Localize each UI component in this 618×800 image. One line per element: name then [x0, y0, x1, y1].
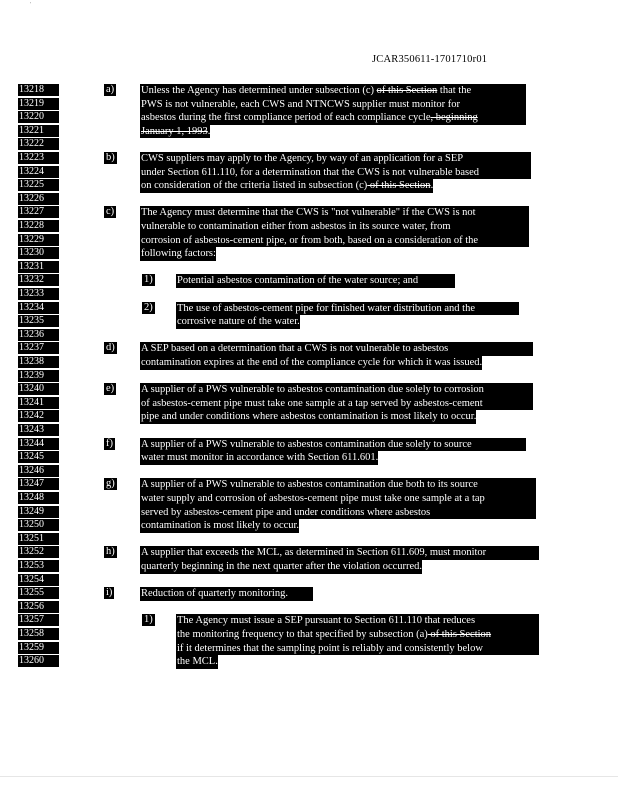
subsection-label: 1): [144, 274, 153, 286]
text-line: [176, 655, 218, 669]
subsection-text: [140, 438, 526, 470]
line-number: 13249: [18, 506, 59, 518]
line-number: 13229: [18, 234, 59, 246]
text-line: [140, 220, 529, 234]
text-line: [176, 274, 455, 288]
line-number: 13247: [18, 478, 59, 490]
page-bottom-rule: [0, 776, 618, 777]
line-number: 13259: [18, 642, 59, 654]
text-line: [140, 206, 529, 220]
subsection-text: [140, 587, 313, 601]
text-segment: The Agency must issue a SEP pursuant to Section 611.110 that reduces: [177, 615, 476, 627]
line-number: 13251: [18, 533, 59, 545]
line-number: 13232: [18, 274, 59, 286]
text-line: [140, 478, 536, 492]
text-segment: quarterly beginning in the next quarter after the violation occurred.: [141, 560, 423, 572]
text-segment: CWS suppliers may apply to the Agency, by way of an application for a SEP: [141, 153, 464, 164]
text-line: [140, 247, 216, 261]
text-segment: A supplier of a PWS vulnerable to asbestos contamination due solely to corrosion: [141, 384, 484, 396]
subsection-label: f): [106, 437, 113, 449]
text-line: [140, 98, 526, 112]
text-line: [176, 315, 300, 329]
line-number: 13237: [18, 342, 59, 354]
line-number: 13222: [18, 138, 59, 150]
line-number: 13219: [18, 98, 59, 110]
line-number: 13239: [18, 370, 59, 382]
text-line: [140, 397, 533, 411]
text-line: [140, 560, 422, 574]
text-line: [140, 492, 536, 506]
line-number: 13260: [18, 655, 59, 667]
text-line: [176, 614, 539, 628]
deleted-text: , beginning: [430, 112, 478, 124]
subsection-label: e): [106, 383, 115, 395]
line-number: 13230: [18, 247, 59, 259]
text-segment: PWS is not vulnerable, each CWS and NTNCWS supplier must monitor for: [141, 98, 461, 110]
line-number: 13252: [18, 546, 59, 558]
text-line: [140, 342, 533, 356]
line-number: 13223: [18, 152, 59, 164]
line-number: 13228: [18, 220, 59, 232]
text-segment: contamination is most likely to occur.: [141, 520, 300, 532]
subsection-text: [176, 274, 455, 288]
text-line: [176, 642, 539, 656]
text-segment: .: [430, 180, 434, 192]
text-line: [176, 628, 539, 642]
subsection-text: [140, 478, 536, 537]
line-number: 13240: [18, 383, 59, 395]
text-line: [140, 438, 526, 452]
line-number: 13233: [18, 288, 59, 300]
text-segment: Unless the Agency has determined under subsection (c): [141, 85, 377, 96]
line-number: 13235: [18, 315, 59, 327]
line-number: 13242: [18, 410, 59, 422]
line-number: 13231: [18, 261, 59, 273]
line-number: 13255: [18, 587, 59, 599]
text-line: [140, 506, 536, 520]
deleted-text: January 1, 1993: [141, 125, 208, 137]
text-segment: .: [207, 125, 211, 137]
subsection-text: [140, 206, 529, 265]
text-segment: pipe and under conditions where asbestos contamination is most likely to occur.: [141, 411, 477, 423]
line-number: 13234: [18, 302, 59, 314]
document-id-header: JCAR350611-1701710r01: [372, 54, 488, 65]
subsection-text: [140, 383, 533, 428]
line-number: 13257: [18, 614, 59, 626]
line-number: 13224: [18, 166, 59, 178]
text-segment: under Section 611.110, for a determination that the CWS is not vulnerable based: [141, 166, 480, 178]
corner-mark: ': [30, 2, 32, 8]
text-line: [140, 356, 482, 370]
text-line: [140, 179, 433, 193]
text-line: [140, 546, 539, 560]
line-number: 13236: [18, 329, 59, 341]
subsection-label: h): [106, 546, 115, 558]
line-number: 13245: [18, 451, 59, 463]
subsection-label: 1): [144, 614, 153, 626]
text-line: [140, 383, 533, 397]
text-line: [140, 152, 531, 166]
text-segment: if it determines that the sampling point is reliably and consistently below: [177, 642, 483, 654]
text-line: [176, 302, 519, 316]
line-number: 13256: [18, 601, 59, 613]
line-number: 13220: [18, 111, 59, 123]
text-segment: contamination expires at the end of the compliance cycle for which it was issued.: [141, 356, 483, 368]
line-number: 13254: [18, 574, 59, 586]
subsection-text: [140, 84, 526, 143]
subsection-label: i): [106, 587, 113, 599]
line-number: 13227: [18, 206, 59, 218]
text-segment: water must monitor in accordance with Section 611.601.: [141, 452, 379, 464]
text-segment: A SEP based on a determination that a CWS is not vulnerable to asbestos: [141, 343, 449, 355]
line-number: 13241: [18, 397, 59, 409]
text-segment: A supplier of a PWS vulnerable to asbestos contamination due both to its source: [141, 479, 478, 491]
subsection-text: [140, 152, 531, 197]
line-number: 13226: [18, 193, 59, 205]
text-segment: on consideration of the criteria listed in subsection (c): [141, 180, 368, 192]
subsection-text: [140, 342, 533, 374]
text-segment: the MCL.: [177, 656, 218, 668]
text-segment: Potential asbestos contamination of the water source; and: [177, 275, 419, 287]
text-segment: Reduction of quarterly monitoring.: [141, 588, 288, 600]
text-segment: of asbestos-cement pipe must take one sample at a tap served by asbestos-cement: [141, 397, 483, 409]
text-line: [140, 519, 299, 533]
text-line: [140, 234, 529, 248]
subsection-label: c): [106, 206, 115, 218]
line-number: 13258: [18, 628, 59, 640]
subsection-text: [176, 614, 539, 673]
text-segment: asbestos during the first compliance period of each compliance cycle: [141, 112, 431, 124]
text-segment: the monitoring frequency to that specified by subsection (a): [177, 628, 428, 640]
text-segment: vulnerable to contamination either from asbestos in its source water, from: [141, 220, 451, 232]
line-number: 13248: [18, 492, 59, 504]
deleted-text: of this Section: [427, 628, 492, 640]
line-number: 13244: [18, 438, 59, 450]
text-line: [140, 84, 526, 98]
text-segment: A supplier of a PWS vulnerable to asbestos contamination due solely to source: [141, 438, 472, 450]
text-line: [140, 587, 313, 601]
line-number: 13238: [18, 356, 59, 368]
subsection-label: b): [106, 152, 115, 163]
text-segment: corrosion of asbestos-cement pipe, or from both, based on a consideration of the: [141, 234, 479, 246]
text-line: [140, 125, 210, 139]
text-segment: The use of asbestos-cement pipe for finished water distribution and the: [177, 302, 475, 314]
subsection-label: g): [106, 478, 115, 490]
line-number: 13221: [18, 125, 59, 137]
subsection-label: 2): [144, 301, 153, 313]
text-segment: following factors:: [141, 248, 216, 260]
text-segment: A supplier that exceeds the MCL, as determined in Section 611.609, must monitor: [141, 547, 487, 559]
text-segment: that the: [437, 85, 472, 96]
subsection-label: a): [106, 84, 115, 95]
subsection-label: d): [106, 342, 115, 354]
text-segment: served by asbestos-cement pipe and under conditions where asbestos: [141, 506, 431, 518]
text-segment: water supply and corrosion of asbestos-cement pipe must take one sample at a tap: [141, 492, 485, 504]
line-number: 13253: [18, 560, 59, 572]
line-number: 13243: [18, 424, 59, 436]
deleted-text: of this Section: [376, 85, 438, 96]
text-line: [140, 451, 378, 465]
text-line: [140, 410, 476, 424]
text-line: [140, 111, 526, 125]
text-line: [140, 166, 531, 180]
line-number: 13218: [18, 84, 59, 96]
text-segment: corrosive nature of the water.: [177, 316, 300, 328]
subsection-text: [140, 546, 539, 578]
line-number: 13246: [18, 465, 59, 477]
line-number: 13250: [18, 519, 59, 531]
subsection-text: [176, 302, 519, 334]
text-segment: The Agency must determine that the CWS is "not vulnerable" if the CWS is not: [141, 207, 476, 219]
deleted-text: of this Section: [367, 180, 431, 192]
line-number: 13225: [18, 179, 59, 191]
